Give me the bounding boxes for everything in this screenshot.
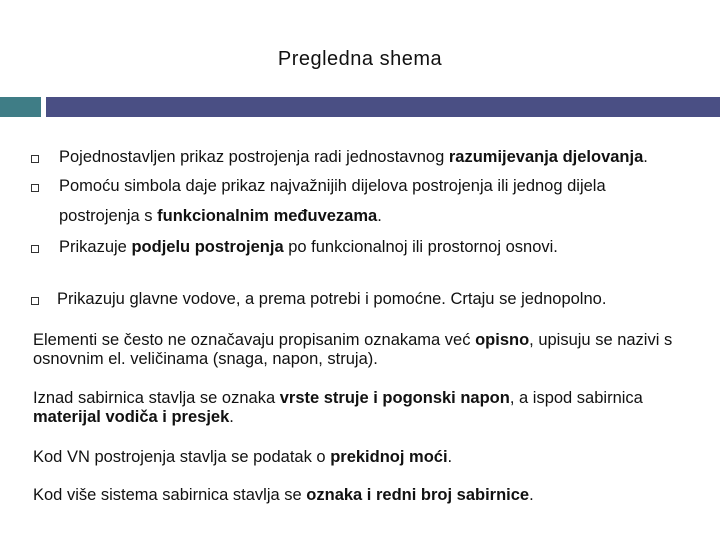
paragraph	[33, 389, 713, 427]
paragraph	[33, 486, 713, 505]
text-run: , upisuju se nazivi s osnovnim el. veličinama (snaga, napon, struja).	[33, 331, 673, 368]
text-run: .	[643, 148, 648, 166]
bullet-text	[59, 177, 606, 196]
emphasis-text: opisno	[475, 331, 530, 349]
paragraph	[33, 448, 713, 467]
text-run: po funkcionalnoj ili prostornoj osnovi.	[283, 238, 558, 256]
text-run: .	[529, 486, 534, 504]
bullet-text	[59, 238, 558, 257]
bullet-marker-icon	[31, 155, 39, 163]
emphasis-text: oznaka i redni broj sabirnice	[306, 486, 530, 504]
text-run: Pomoću simbola daje prikaz najvažnijih dijelova postrojenja ili jednog dijela	[59, 177, 606, 195]
bullet-marker-icon	[31, 297, 39, 305]
text-run: Kod VN postrojenja stavlja se podatak o	[33, 448, 331, 466]
header-bar	[46, 97, 720, 117]
slide-title: Pregledna shema	[277, 48, 443, 70]
bullet-marker-icon	[31, 184, 39, 192]
bullet-text	[57, 290, 606, 309]
text-run: Iznad sabirnica stavlja se oznaka	[33, 389, 280, 407]
text-run: Prikazuje	[59, 238, 132, 256]
text-run: Prikazuju glavne vodove, a prema potrebi i pomoćne. Crtaju se jednopolno.	[57, 290, 607, 308]
emphasis-text: materijal vodiča i presjek	[33, 408, 230, 426]
header-bar-accent	[0, 97, 41, 117]
text-run: postrojenja s	[59, 207, 158, 225]
bullet-text	[59, 148, 648, 167]
emphasis-text: podjelu postrojenja	[131, 238, 284, 256]
emphasis-text: vrste struje i pogonski napon	[279, 389, 510, 407]
text-run: , a ispod sabirnica	[509, 389, 643, 407]
text-run: .	[229, 408, 234, 426]
bullet-marker-icon	[31, 245, 39, 253]
bullet-text	[59, 207, 382, 226]
emphasis-text: razumijevanja djelovanja	[448, 148, 644, 166]
text-run: Kod više sistema sabirnica stavlja se	[33, 486, 307, 504]
text-run: .	[377, 207, 382, 225]
text-run: Pojednostavljen prikaz postrojenja radi jednostavnog	[59, 148, 449, 166]
paragraph	[33, 331, 713, 369]
emphasis-text: funkcionalnim međuvezama	[157, 207, 378, 225]
emphasis-text: prekidnoj moći	[330, 448, 448, 466]
text-run: Elementi se često ne označavaju propisanim oznakama već	[33, 331, 476, 349]
text-run: .	[447, 448, 453, 466]
